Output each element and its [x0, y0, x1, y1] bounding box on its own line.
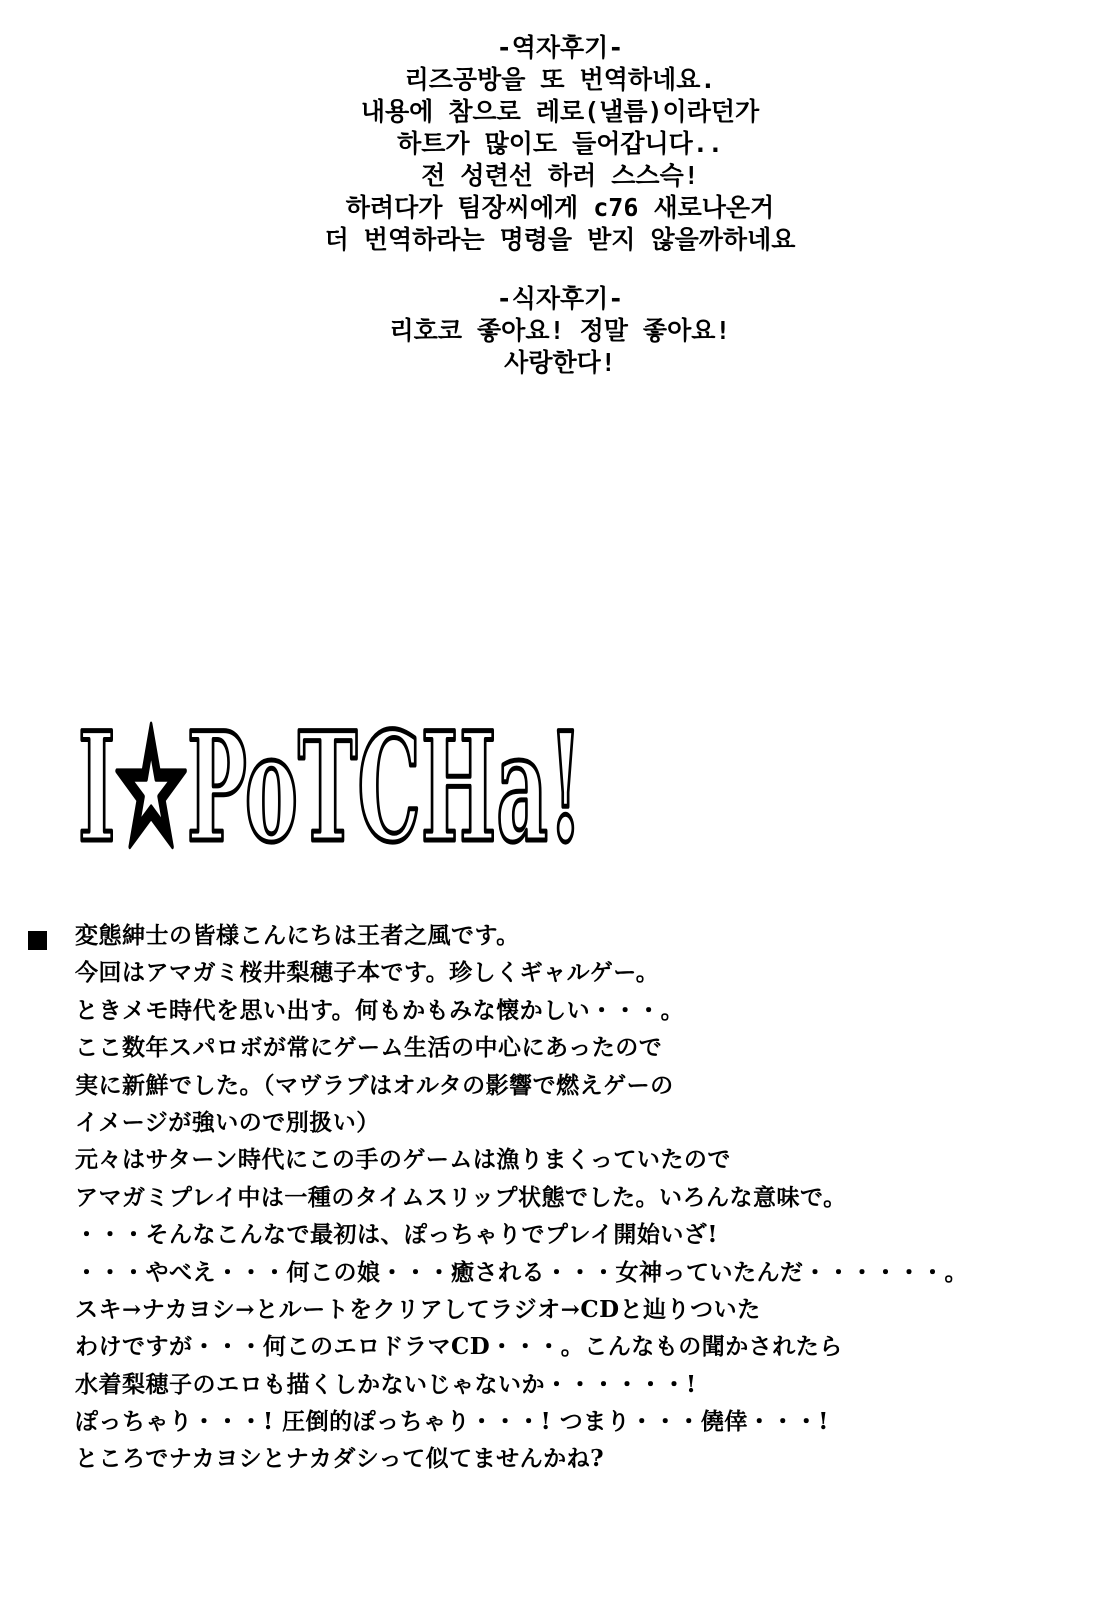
translator-notes-heading: -역자후기- [496, 33, 624, 62]
translator-note-line: 리즈공방을 또 번역하네요. [404, 65, 716, 94]
afterword-line: ・・・そんなこんなで最初は、ぽっちゃりでプレイ開始いざ! [75, 1221, 719, 1249]
afterword-line: 元々はサターン時代にこの手のゲームは漁りまくっていたので [75, 1146, 731, 1174]
title-logo [72, 688, 592, 876]
title-logo-text: I☆PoTCHa! [78, 700, 583, 876]
afterword-line: ・・・やべえ・・・何この娘・・・癒される・・・女神っていたんだ・・・・・・。 [75, 1258, 968, 1286]
afterword-line: 水着梨穂子のエロも描くしかないじゃないか・・・・・・! [75, 1370, 697, 1398]
afterword-line: ときメモ時代を思い出す。何もかもみな懐かしい・・・。 [75, 996, 685, 1024]
afterword-line: ぽっちゃり・・・! 圧倒的ぽっちゃり・・・! つまり・・・僥倖・・・! [75, 1408, 829, 1436]
typesetter-note-line: 리호코 좋아요! 정말 좋아요! [389, 316, 731, 345]
translator-note-line: 하려다가 팀장씨에게 c76 새로나온거 [345, 193, 775, 222]
translator-note-line: 더 번역하라는 명령을 받지 않을까하네요 [324, 225, 796, 254]
typesetter-notes-heading: -식자후기- [496, 284, 624, 313]
translator-note-line: 전 성련선 하러 스스슥! [421, 161, 699, 190]
afterword-line: ここ数年スパロボが常にゲーム生活の中心にあったので [75, 1034, 663, 1062]
translator-note-line: 내용에 참으로 레로(낼름)이라던가 [360, 97, 760, 126]
afterword-line: スキ→ナカヨシ→とルートをクリアしてラジオ→CDと辿りついた [75, 1295, 761, 1323]
afterword-line: アマガミプレイ中は一種のタイムスリップ状態でした。いろんな意味で。 [75, 1183, 847, 1211]
translator-notes [180, 32, 940, 256]
typesetter-notes [180, 283, 940, 379]
bullet-square-icon [28, 931, 47, 950]
title-logo-graphic [72, 688, 592, 876]
translator-note-line: 하트가 많이도 들어갑니다.. [397, 129, 723, 158]
afterword-line: 今回はアマガミ桜井梨穂子本です。珍しくギャルゲー。 [75, 959, 660, 987]
afterword-line: ところでナカヨシとナカダシって似てませんかね? [75, 1445, 605, 1473]
afterword-line: 変態紳士の皆様こんにちは王者之風です。 [75, 922, 520, 949]
afterword-text [75, 917, 1085, 1478]
afterword-line: 実に新鮮でした。（マヴラブはオルタの影響で燃えゲーの [75, 1071, 674, 1099]
afterword-line: わけですが・・・何このエロドラマCD・・・。こんなもの聞かされたら [75, 1333, 843, 1361]
typesetter-note-line: 사랑한다! [504, 348, 616, 377]
afterword-line: イメージが強いので別扱い） [75, 1108, 380, 1136]
